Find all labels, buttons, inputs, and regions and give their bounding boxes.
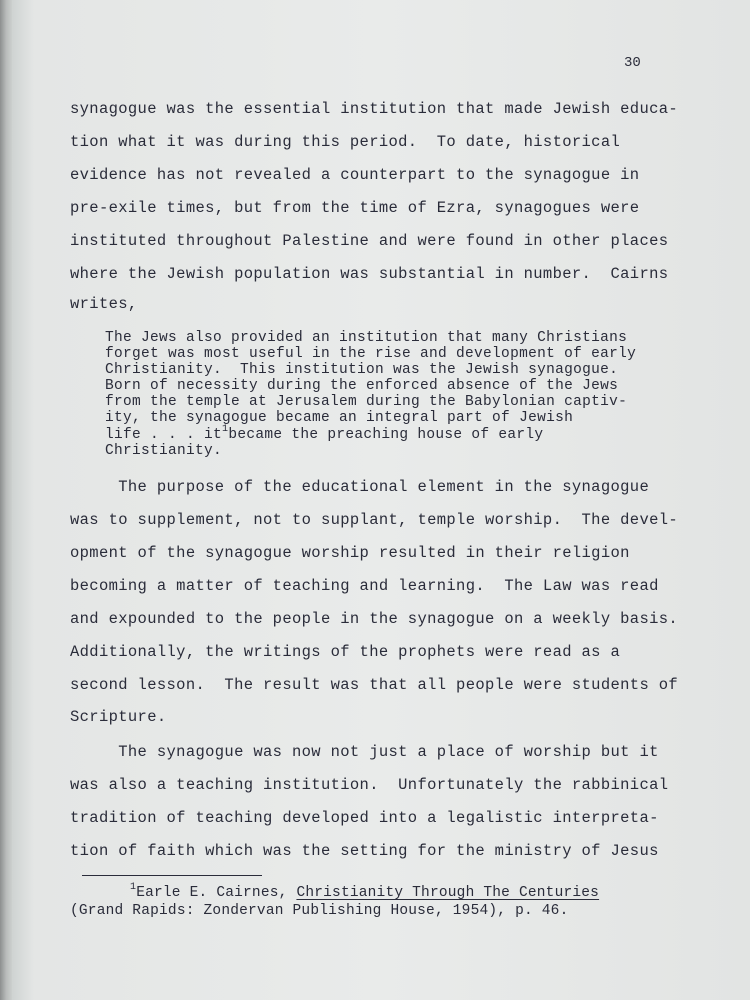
footnote-separator bbox=[82, 875, 262, 876]
block-quote-line: The Jews also provided an institution that many Christians bbox=[105, 330, 628, 346]
document-page bbox=[12, 0, 750, 1000]
quote-text: became the preaching house of early bbox=[228, 427, 544, 443]
footnote-author: Earle E. Cairnes, bbox=[136, 885, 297, 901]
body-line: instituted throughout Palestine and were found in other places bbox=[70, 232, 669, 250]
body-line: tion what it was during this period. To date, historical bbox=[70, 133, 621, 151]
body-line: and expounded to the people in the synagogue on a weekly basis. bbox=[70, 610, 679, 628]
body-line: tion of faith which was the setting for the ministry of Jesus bbox=[70, 842, 659, 860]
body-line: pre-exile times, but from the time of Ezra, synagogues were bbox=[70, 199, 640, 217]
body-line: was to supplement, not to supplant, temple worship. The devel- bbox=[70, 511, 679, 529]
block-quote-line bbox=[105, 424, 544, 443]
body-line: writes, bbox=[70, 295, 138, 313]
footnote-book-title: Christianity Through The Centuries bbox=[296, 885, 600, 901]
body-line: becoming a matter of teaching and learning. The Law was read bbox=[70, 577, 659, 595]
body-line: opment of the synagogue worship resulted in their religion bbox=[70, 544, 630, 562]
footnote-line bbox=[130, 882, 600, 901]
footnote-marker: 1 bbox=[130, 882, 137, 893]
block-quote-line: ity, the synagogue became an integral part of Jewish bbox=[105, 410, 574, 426]
body-line: was also a teaching institution. Unfortunately the rabbinical bbox=[70, 776, 669, 794]
footnote-reference: 1 bbox=[222, 424, 229, 435]
footnote-line: (Grand Rapids: Zondervan Publishing House, 1954), p. 46. bbox=[70, 903, 569, 919]
body-line: The purpose of the educational element in the synagogue bbox=[70, 478, 650, 496]
page-number: 30 bbox=[624, 55, 641, 71]
body-line: Additionally, the writings of the prophets were read as a bbox=[70, 643, 621, 661]
block-quote-line: Christianity. bbox=[105, 443, 223, 459]
body-line: The synagogue was now not just a place of worship but it bbox=[70, 743, 659, 761]
block-quote-line: Born of necessity during the enforced absence of the Jews bbox=[105, 378, 619, 394]
body-line: synagogue was the essential institution that made Jewish educa- bbox=[70, 100, 679, 118]
block-quote-line: forget was most useful in the rise and development of early bbox=[105, 346, 637, 362]
quote-text: life . . . it bbox=[105, 427, 223, 443]
body-line: second lesson. The result was that all people were students of bbox=[70, 676, 679, 694]
body-line: Scripture. bbox=[70, 708, 167, 726]
body-line: evidence has not revealed a counterpart to the synagogue in bbox=[70, 166, 640, 184]
body-line: where the Jewish population was substantial in number. Cairns bbox=[70, 265, 669, 283]
body-line: tradition of teaching developed into a legalistic interpreta- bbox=[70, 809, 659, 827]
block-quote-line: from the temple at Jerusalem during the Babylonian captiv- bbox=[105, 394, 628, 410]
block-quote-line: Christianity. This institution was the Jewish synagogue. bbox=[105, 362, 619, 378]
